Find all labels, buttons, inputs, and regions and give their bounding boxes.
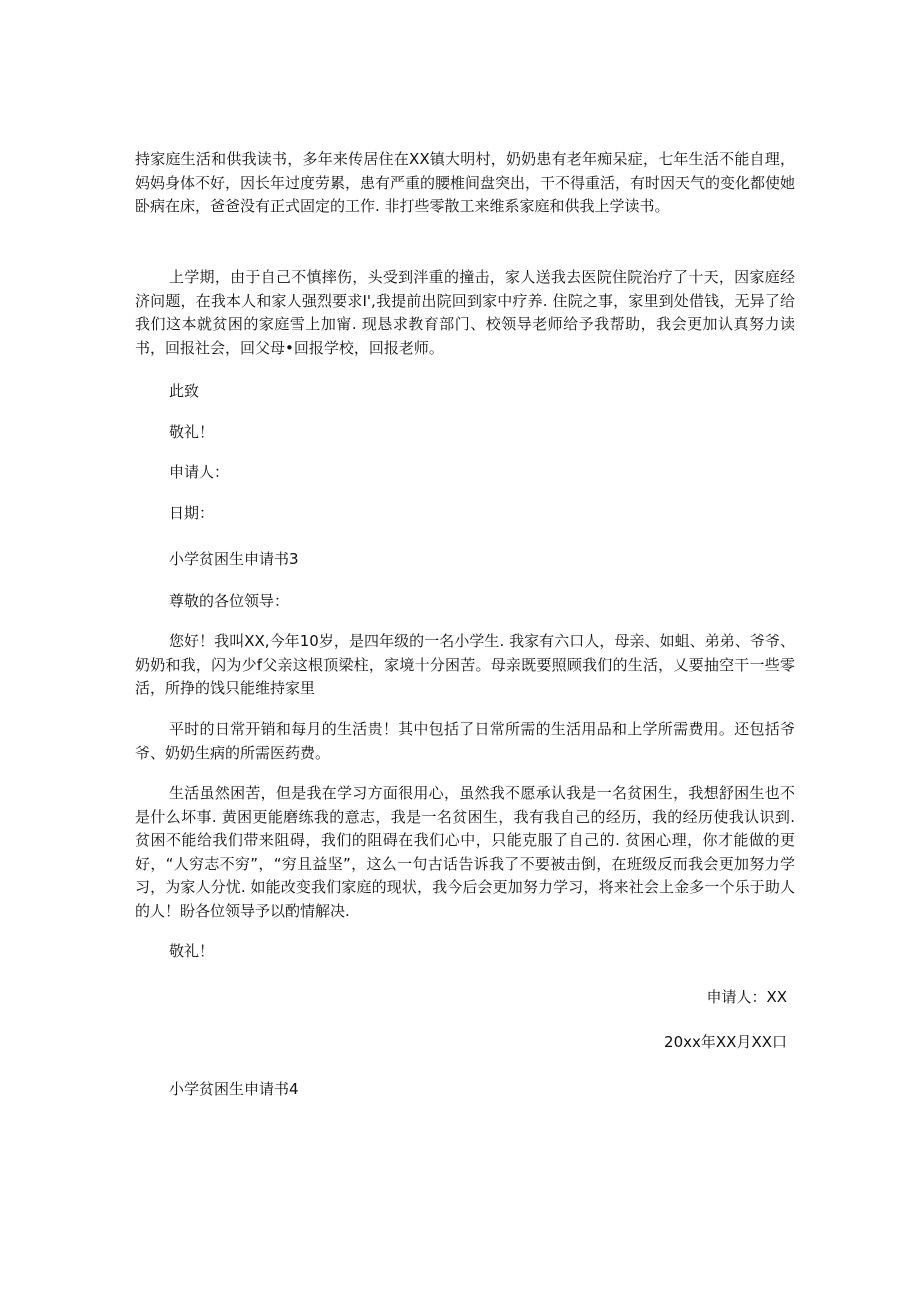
salutation: 尊敬的各位领导： <box>169 592 290 610</box>
paragraph-study: 生活虽然困苦，但是我在学习方面很用心，虽然我不愿承认我是一名贫困生，我想舒困生也不是什么坏事. 黄困更能磨练我的意志，我是一名贫困生，我有我自己的经历，我的经历使我认识到. 贫困不能给我们带来阻碍，我们的阻碍在我们心中，只能克服了自己的. 贫困心理，你才能做的更好，“人穷志不穷”，“穷且益坚”，这么一句古话告诉我了不要被击倒，在班级反而我会更加努力学习，为家人分忧. 如能改变我们家庭的现状，我今后会更加努力学习，将来社会上金多一个乐于助人的人！盼各位领导予以酌情解决. <box>135 784 795 920</box>
closing-jingli: 敬礼！ <box>169 423 215 441</box>
paragraph-intro: 您好！我叫XX,今年10岁，是四年级的一名小学生. 我家有六口人，母亲、如蛆、弟弟、爷爷、奶奶和我，闪为少f父亲这根顶梁柱，家境十分困苦。母亲既要照顾我们的生活，乂要抽空干一些零活，所挣的饯只能维持家里 <box>135 632 795 697</box>
closing-jingli-2: 敬礼！ <box>169 942 215 960</box>
paragraph-family: 持家庭生活和供我读书，多年来传居住在XX镇大明村，奶奶患有老年痴呆症，七年生活不能自理，妈妈身体不好，因长年过度劳累，患有严重的腰椎间盘突出，干不得重活，有时因天气的变化都使她卧病在床，爸爸没有正式固定的工作. 非打些零散工来维系家庭和供我上学读书。 <box>135 150 796 215</box>
paragraph-expenses: 平时的日常开销和每月的生活贵！其中包括了日常所需的生活用品和上学所需费用。还包括爷爷、奶奶生病的所需医药费。 <box>135 720 795 762</box>
closing-cizhi: 此致 <box>169 382 200 400</box>
applicant-label: 申请人： <box>169 463 230 481</box>
date-label: 日期： <box>169 504 215 522</box>
signature-line: 申请人：XX <box>706 988 787 1006</box>
signature-date: 20xx年XX月XX口 <box>664 1033 787 1051</box>
paragraph-injury: 上学期，由于自己不慎摔伤，头受到泮重的撞击，家人送我去医院住院治疗了十天，因家庭经济问题，在我本人和家人强烈要求I',我提前出院回到家中疗养. 住院之事，家里到处借钱，无异了给我们这本就贫困的家庭雪上加甯. 现恳求教育部门、校领导老师给予我帮助，我会更加认真努力读书，回报社会，回父母•回报学校，回报老师。 <box>135 268 795 357</box>
section-title-4: 小学贫困生申请书4 <box>169 1080 299 1098</box>
section-title-3: 小学贫困生申请书3 <box>169 550 299 568</box>
